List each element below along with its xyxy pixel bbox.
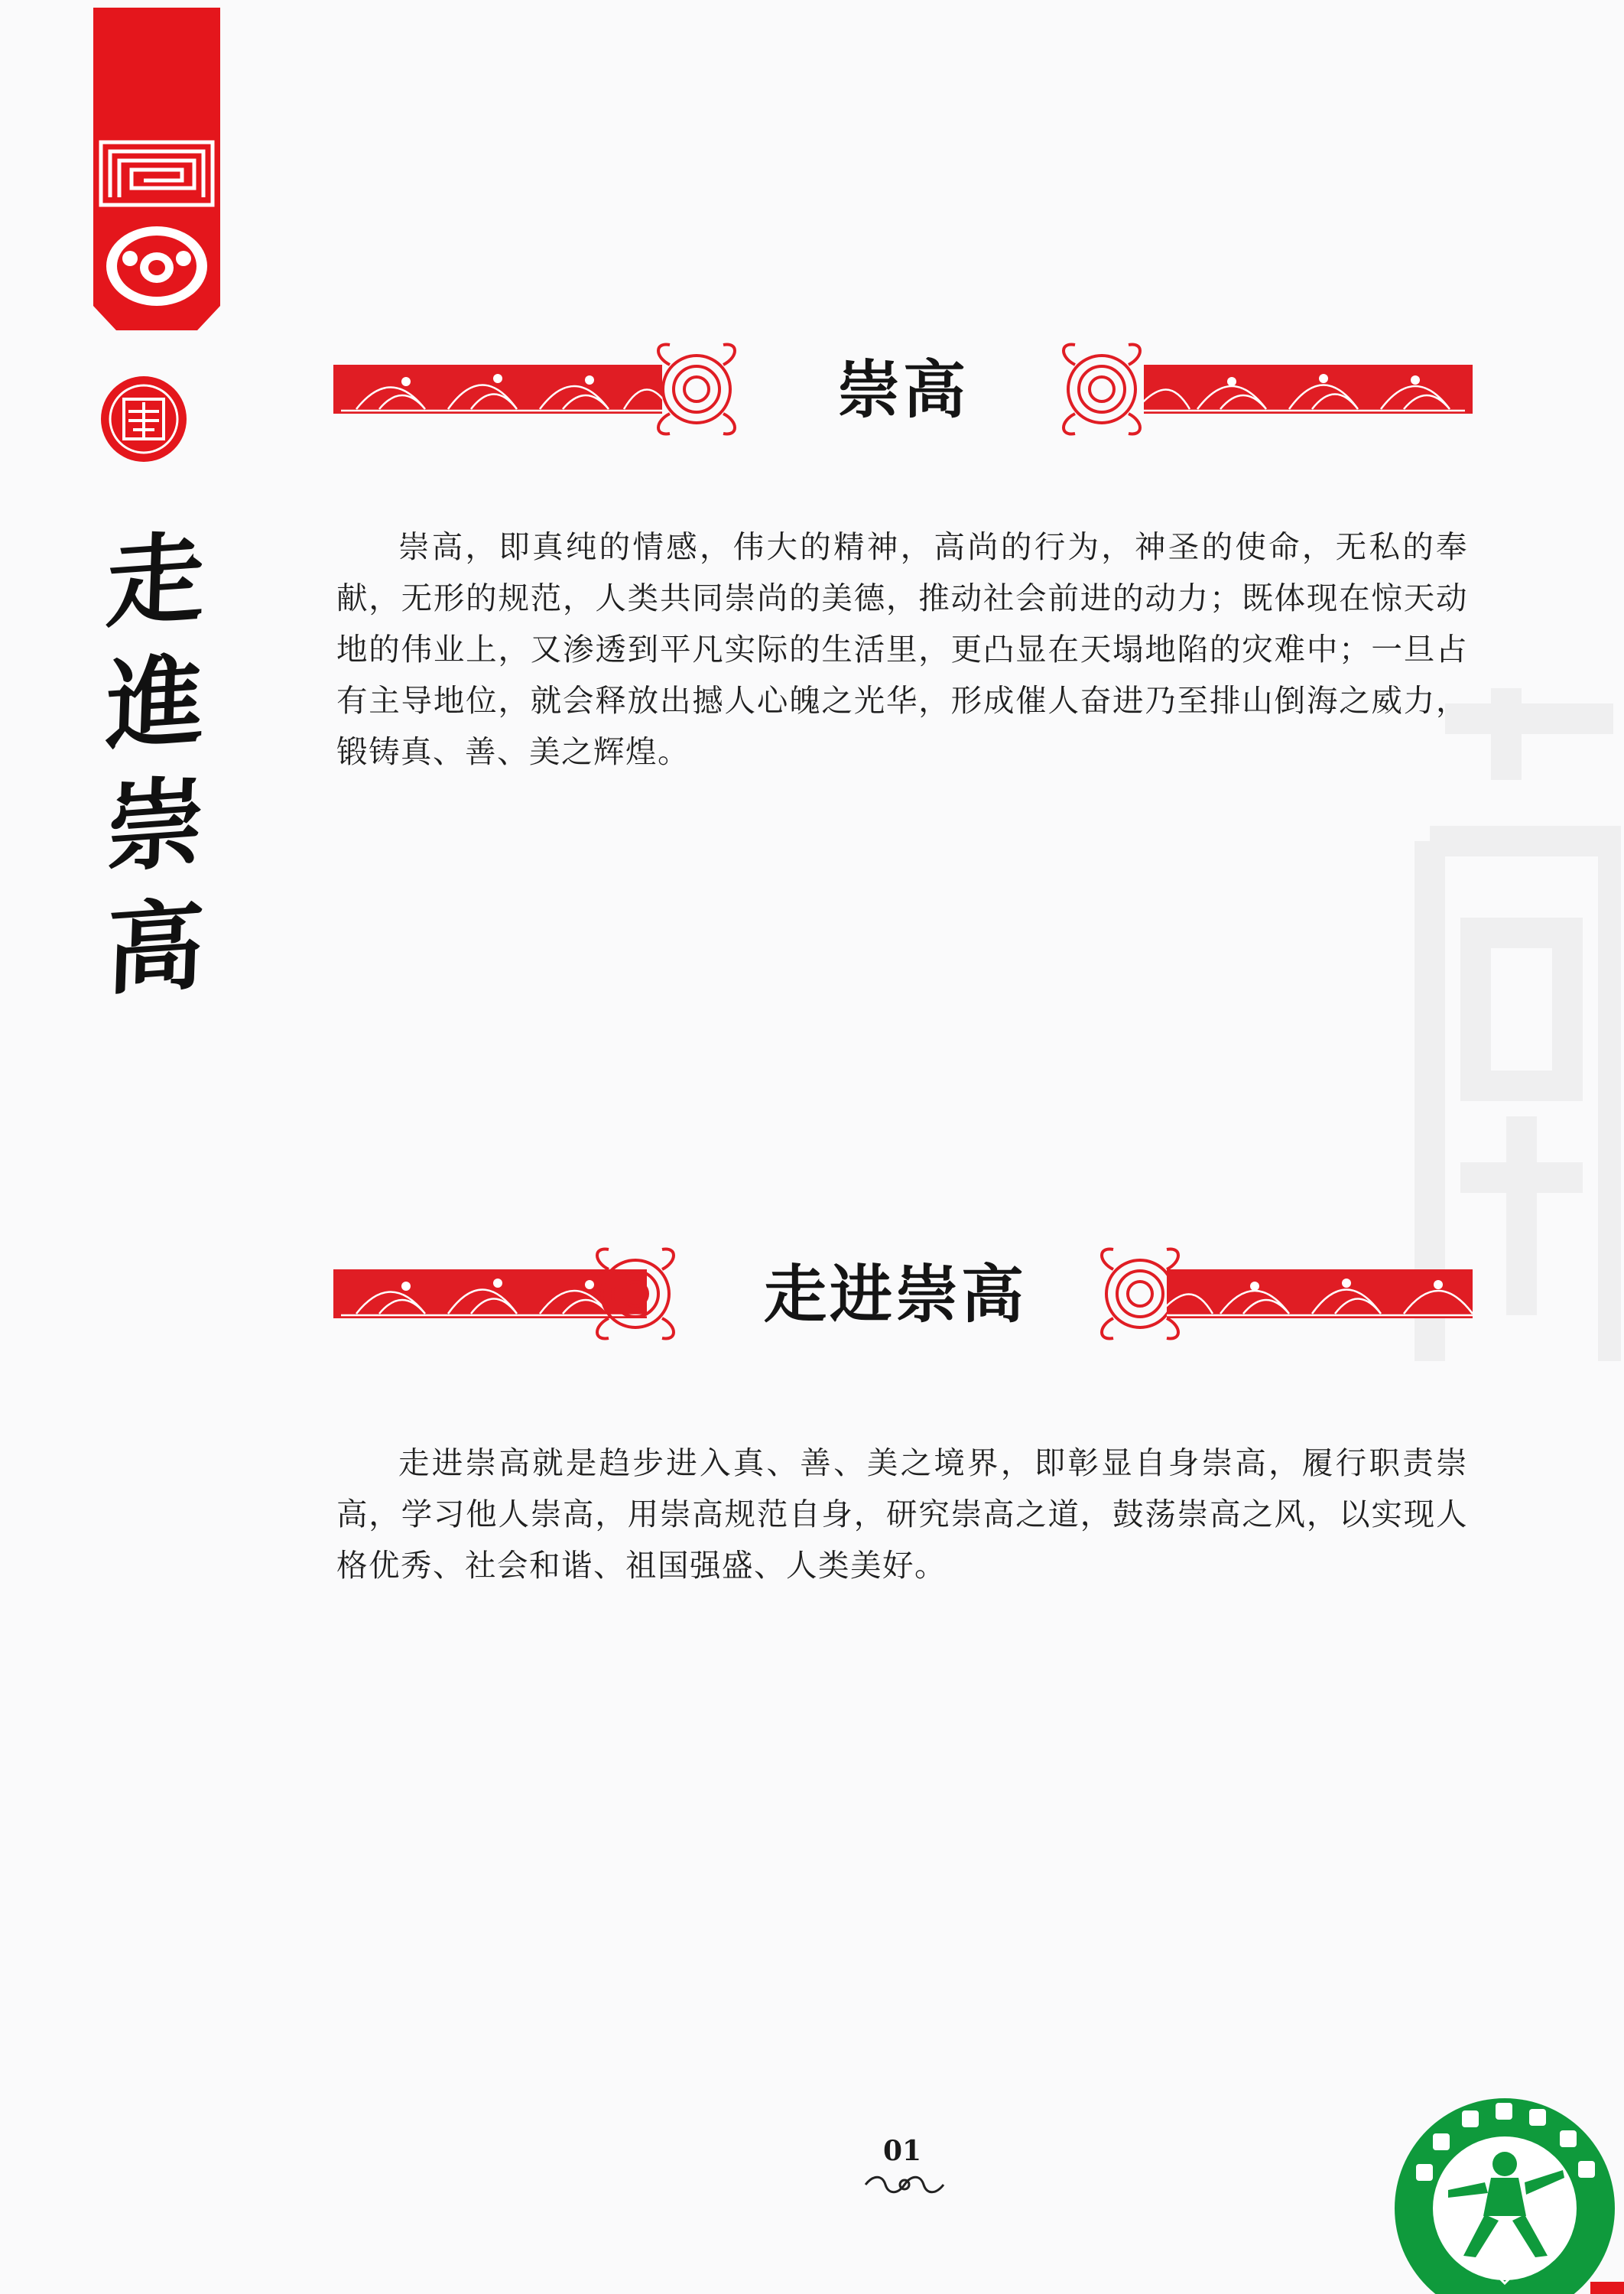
- cloud-ornament-icon: [593, 1246, 677, 1341]
- section-title: 走进崇高: [763, 1259, 1027, 1331]
- cloud-ornament-icon: [654, 342, 739, 437]
- wave-band-left: [333, 365, 662, 414]
- wave-band-right: [1167, 1269, 1473, 1318]
- cloud-ornament-icon: [1060, 342, 1144, 437]
- section-title: 崇高: [836, 354, 969, 427]
- fret-bat-ornament-icon: [93, 130, 220, 336]
- red-band: [93, 8, 220, 134]
- organization-logo: [1390, 2094, 1619, 2294]
- calligraphy-char: 進: [104, 642, 206, 765]
- section-paragraph: 崇高，即真纯的情感，伟大的精神，高尚的行为，神圣的使命，无私的奉献，无形的规范，人类共同崇尚的美德，推动社会前进的动力；既体现在惊天动地的伟业上，又渗透到平凡实际的生活里，更凸显在天塌地陷的灾难中；一旦占有主导地位，就会释放出撼人心魄之光华，形成催人奋进乃至排山倒海之威力，锻铸真、善、美之辉煌。: [336, 528, 1468, 770]
- section-header: [333, 340, 1473, 440]
- calligraphy-char: 走: [104, 520, 206, 642]
- seal-stamp-icon: [98, 373, 190, 465]
- section-header: [333, 1245, 1473, 1344]
- vertical-calligraphy-title: [90, 520, 220, 1009]
- calligraphy-char: 崇: [104, 765, 206, 887]
- wave-band-right: [1144, 365, 1473, 414]
- corner-red-mark: [1590, 2282, 1624, 2294]
- calligraphy-char: 高: [104, 887, 206, 1009]
- page-number: 01: [882, 2135, 922, 2167]
- footer-ornament-icon: [862, 2172, 947, 2198]
- left-red-banner: [93, 8, 220, 335]
- section-paragraph: 走进崇高就是趋步进入真、善、美之境界，即彰显自身崇高，履行职责崇高，学习他人崇高，用崇高规范自身，研究崇高之道，鼓荡崇高之风，以实现人格优秀、社会和谐、祖国强盛、人类美好。: [336, 1444, 1468, 1584]
